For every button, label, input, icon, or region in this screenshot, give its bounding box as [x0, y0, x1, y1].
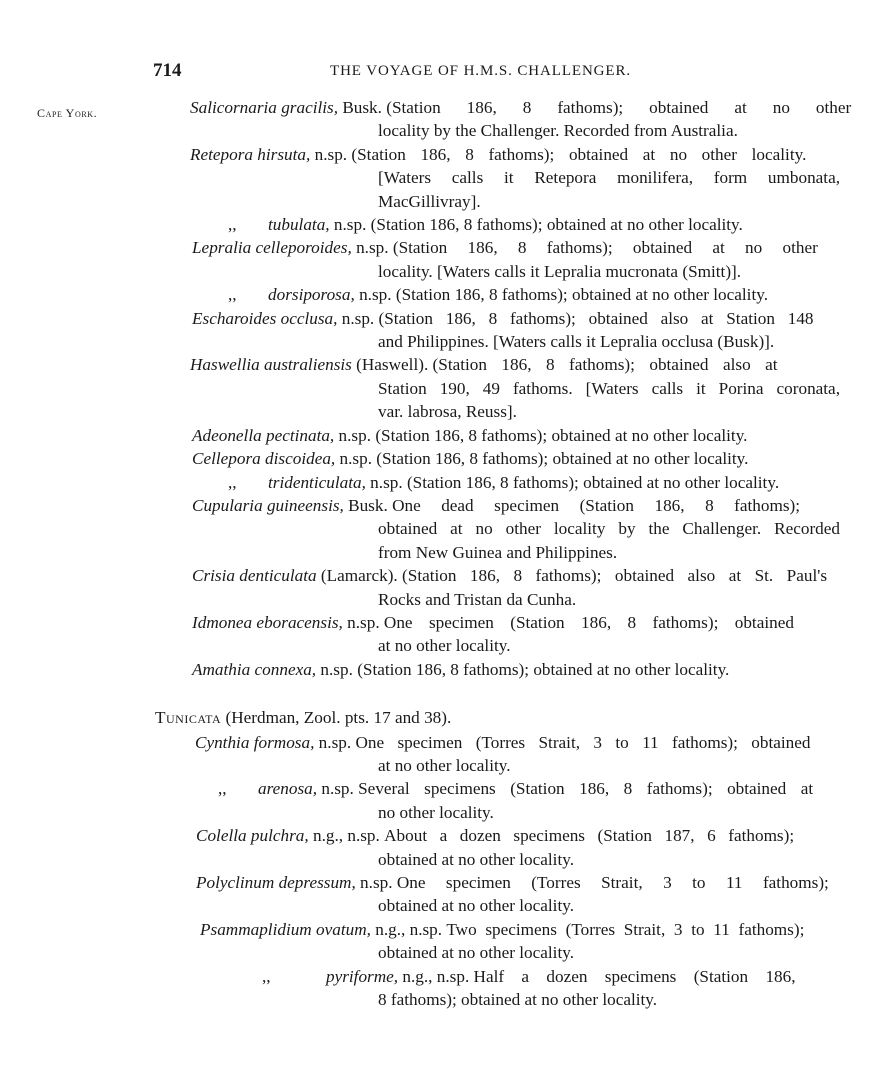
entry-text: at no other locality.	[378, 636, 511, 656]
species-author: n.sp.	[354, 285, 392, 305]
species-author: n.sp.	[351, 238, 389, 258]
species-entry	[0, 236, 880, 283]
entry-text: 8 fathoms); obtained at no other locality.	[378, 990, 658, 1010]
species-name: Idmonea eboracensis,	[192, 612, 343, 632]
entry-text: MacGillivray].	[378, 191, 481, 211]
species-name: Crisia denticulata	[192, 566, 317, 586]
ditto-mark: ,,	[262, 966, 271, 986]
entry-text: One specimen (Station 186, 8 fathoms); obtained	[383, 612, 794, 632]
species-author: n.sp.	[337, 308, 375, 328]
species-entry	[0, 731, 880, 778]
species-entry	[0, 611, 880, 658]
section-heading-tunicata	[0, 706, 880, 729]
ditto-mark: ,,	[228, 472, 237, 492]
species-author: n.sp.	[342, 612, 380, 632]
ditto-mark: ,,	[228, 215, 237, 235]
entry-text: obtained at no other locality.	[378, 849, 575, 869]
species-author: (Haswell).	[351, 355, 429, 375]
species-author: n.sp.	[316, 659, 353, 679]
entry-text: (Station 186, 8 fathoms); obtained at no other locality.	[351, 144, 807, 164]
entry-text: (Station 186, 8 fathoms); obtained at no other locality.	[357, 659, 730, 679]
entry-text: Two specimens (Torres Strait, 3 to 11 fathoms);	[446, 919, 805, 939]
species-author: n.sp.	[317, 779, 354, 799]
entry-text: (Station 186, 8 fathoms); obtained at no other	[386, 98, 852, 117]
species-name: pyriforme,	[326, 966, 399, 986]
entry-text: obtained at no other locality.	[378, 943, 575, 963]
species-entry	[0, 965, 880, 1012]
species-author: n.sp.	[329, 215, 367, 235]
entry-text: One specimen (Torres Strait, 3 to 11 fathoms); obtained	[355, 732, 811, 752]
species-author: n.sp.	[334, 425, 372, 445]
margin-locality-note: Cape York.	[37, 106, 98, 120]
species-entry	[0, 658, 880, 681]
species-name: arenosa,	[258, 779, 318, 799]
entry-text: obtained at no other locality.	[378, 896, 575, 916]
entry-text: One dead specimen (Station 186, 8 fathoms);	[392, 495, 801, 515]
species-entry	[0, 918, 880, 965]
entry-text: (Station 186, 8 fathoms); obtained at no other locality.	[370, 215, 743, 235]
entry-text: (Station 186, 8 fathoms); obtained at no other locality.	[375, 425, 748, 445]
entry-text: About a dozen specimens (Station 187, 6 fathoms);	[384, 826, 795, 846]
species-entry	[0, 424, 880, 447]
species-entry	[0, 447, 880, 470]
species-author: Busk.	[343, 495, 388, 515]
species-name: Adeonella pectinata,	[192, 425, 335, 445]
species-entry	[0, 353, 880, 423]
species-author: n.sp.	[365, 472, 403, 492]
entry-text: Rocks and Tristan da Cunha.	[378, 589, 577, 609]
entry-text: locality by the Challenger. Recorded from Australia.	[378, 121, 738, 141]
species-author: n.sp.	[335, 449, 372, 469]
entry-text: Several specimens (Station 186, 8 fathoms); obtained at	[358, 779, 814, 799]
entry-text: and Philippines. [Waters calls it Lepralia occlusa (Busk)].	[378, 332, 775, 352]
entry-text: [Waters calls it Retepora monilifera, form umbonata,	[378, 168, 840, 188]
ditto-mark: ,,	[218, 779, 227, 799]
species-name: Amathia connexa,	[192, 659, 317, 679]
species-author: n.g., n.sp.	[398, 966, 470, 986]
entry-text: no other locality.	[378, 802, 494, 822]
species-name: tridenticulata,	[268, 472, 366, 492]
species-entry	[0, 96, 880, 143]
species-name: Colella pulchra,	[196, 826, 309, 846]
entry-text: obtained at no other locality by the Challenger. Recorded	[378, 519, 840, 539]
section-title: Tunicata	[155, 708, 222, 728]
entry-text: Half a dozen specimens (Station 186,	[473, 966, 796, 986]
entry-text: var. labrosa, Reuss].	[378, 402, 517, 422]
species-name: Cupularia guineensis,	[192, 495, 344, 515]
entry-text: (Station 186, 8 fathoms); obtained also at	[432, 355, 778, 375]
species-name: Cynthia formosa,	[195, 732, 315, 752]
species-entry	[0, 824, 880, 871]
entry-text: (Station 186, 8 fathoms); obtained at no other locality.	[406, 472, 780, 492]
section-citation: (Herdman, Zool. pts. 17 and 38).	[221, 708, 452, 728]
species-entry	[0, 143, 880, 213]
entry-text: locality. [Waters calls it Lepralia mucronata (Smitt)].	[378, 261, 742, 281]
species-name: Salicornaria gracilis,	[190, 98, 339, 117]
species-entry	[0, 871, 880, 918]
species-entry	[0, 283, 880, 306]
entry-text: (Station 186, 8 fathoms); obtained at no other locality.	[376, 449, 749, 469]
species-entry	[0, 777, 880, 824]
species-entry	[0, 494, 880, 564]
entry-text: (Station 186, 8 fathoms); obtained also at St. Paul's	[402, 566, 828, 586]
species-name: Retepora hirsuta,	[190, 144, 311, 164]
species-name: dorsiporosa,	[268, 285, 355, 305]
species-author: Busk.	[338, 98, 382, 117]
species-name: Psammaplidium ovatum,	[200, 919, 371, 939]
species-list	[0, 96, 880, 1011]
species-author: n.sp.	[310, 144, 348, 164]
entry-text: from New Guinea and Philippines.	[378, 542, 618, 562]
species-entry	[0, 564, 880, 611]
species-entry	[0, 471, 880, 494]
entry-text: (Station 186, 8 fathoms); obtained also at Station 148	[378, 308, 814, 328]
species-name: Escharoides occlusa,	[192, 308, 338, 328]
species-name: Lepralia celleporoides,	[192, 238, 352, 258]
species-author: n.sp.	[355, 873, 393, 892]
species-author: n.g., n.sp.	[308, 826, 380, 846]
species-author: (Lamarck).	[316, 566, 398, 586]
species-author: n.sp.	[314, 732, 352, 752]
species-name: tubulata,	[268, 215, 330, 235]
running-title: THE VOYAGE OF H.M.S. CHALLENGER.	[330, 63, 632, 79]
species-name: Haswellia australiensis	[190, 355, 352, 375]
entry-text: (Station 186, 8 fathoms); obtained at no other	[392, 238, 818, 258]
species-entry	[0, 213, 880, 236]
species-name: Polyclinum depressum,	[196, 873, 356, 892]
species-author: n.g., n.sp.	[370, 919, 443, 939]
page-number: 714	[153, 60, 182, 81]
entry-text: Station 190, 49 fathoms. [Waters calls it Porina coronata,	[378, 378, 840, 398]
ditto-mark: ,,	[228, 285, 237, 305]
entry-text: at no other locality.	[378, 755, 511, 775]
entry-text: One specimen (Torres Strait, 3 to 11 fathoms);	[396, 873, 829, 892]
entry-text: (Station 186, 8 fathoms); obtained at no other locality.	[395, 285, 769, 305]
species-entry	[0, 307, 880, 354]
species-name: Cellepora discoidea,	[192, 449, 336, 469]
